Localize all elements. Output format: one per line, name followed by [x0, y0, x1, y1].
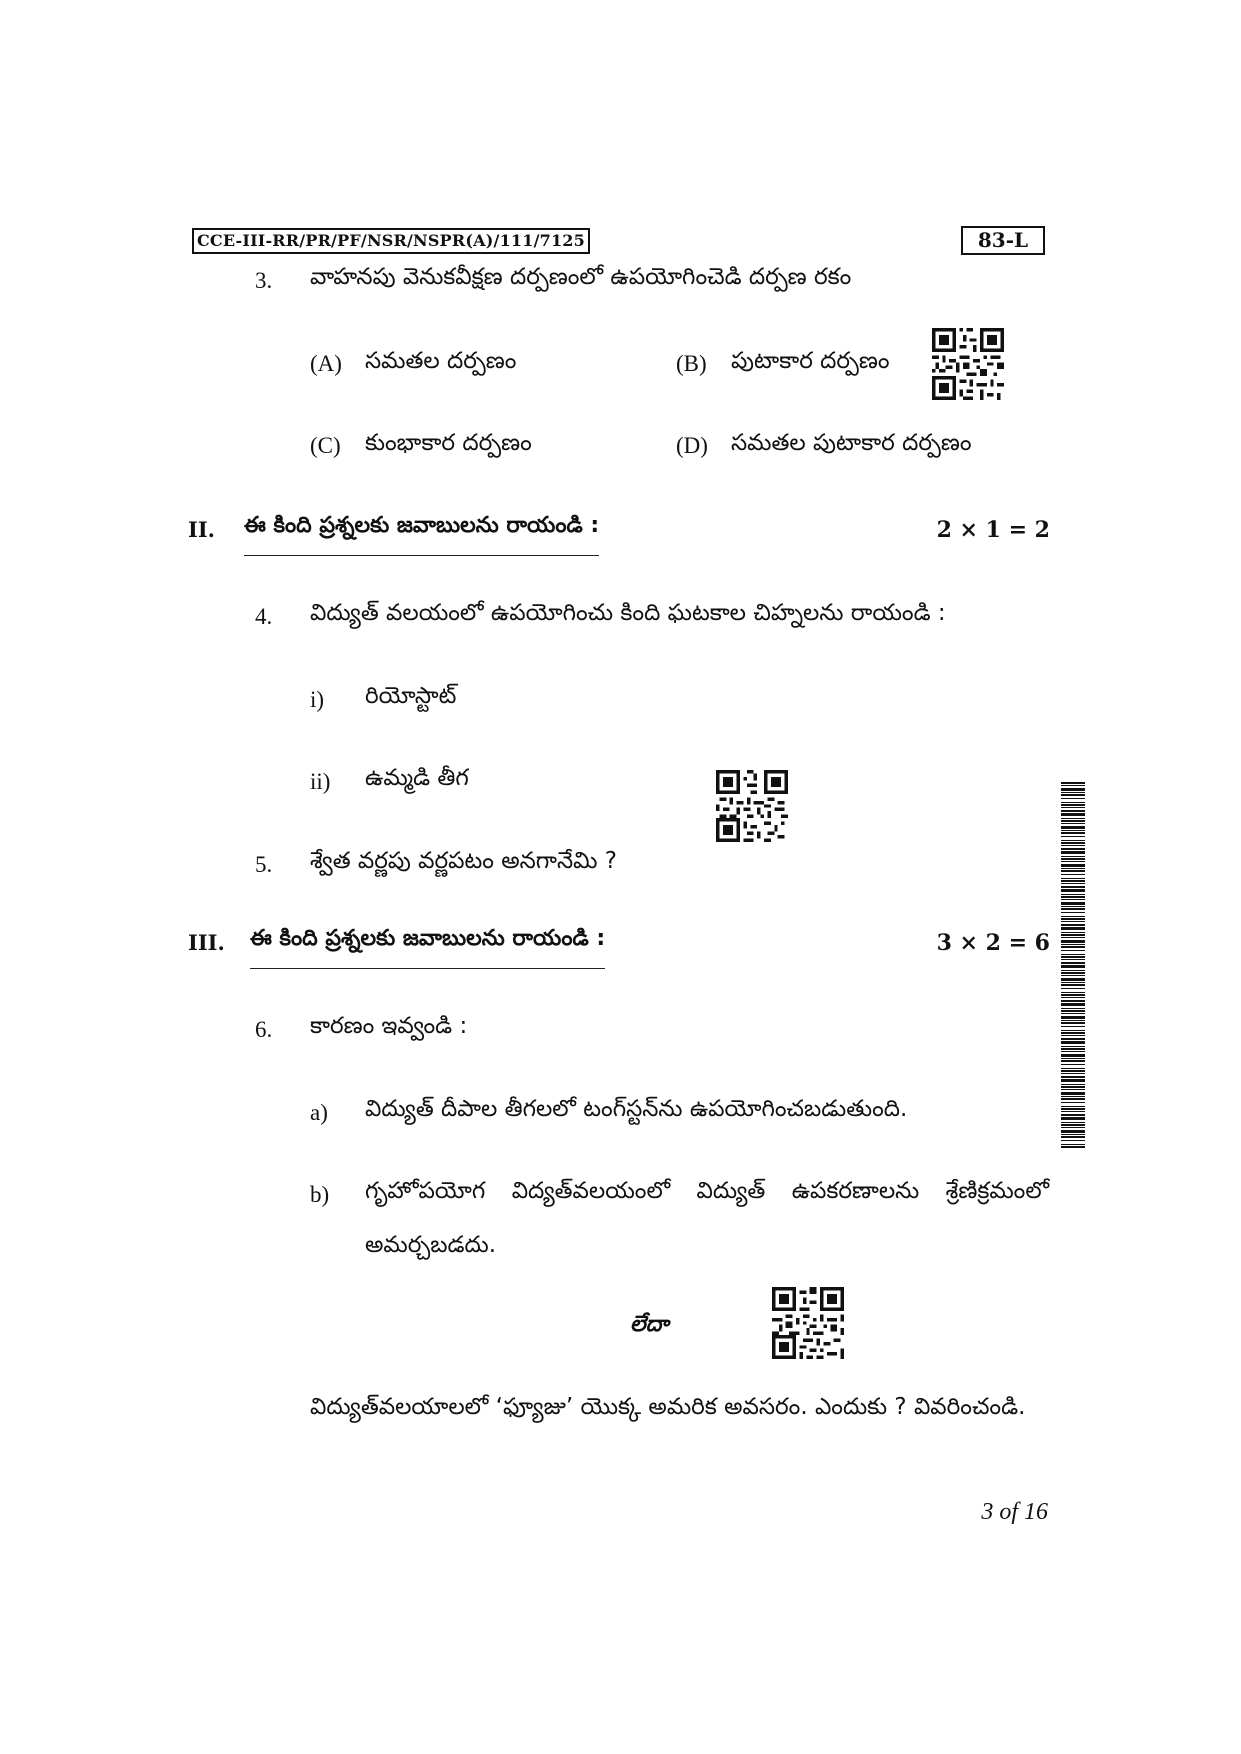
q6-item-a-text: విద్యుత్ దీపాల తీగలలో టంగ్‌స్టన్‌ను ఉపయోగించబడుతుంది. [365, 1096, 908, 1122]
section-2-heading: ఈ కింది ప్రశ్నలకు జవాబులను రాయండి : [244, 513, 599, 556]
paper-code: CCE-III-RR/PR/PF/NSR/NSPR(A)/111/7125 [192, 228, 590, 254]
barcode-icon [1061, 782, 1085, 1148]
section-2-numeral: II. [188, 517, 215, 542]
q3-option-b-text: పుటాకార దర్పణం [731, 348, 890, 374]
q6-item-a-label: a) [310, 1100, 328, 1125]
qr-code-icon [716, 770, 788, 842]
q4-item-i-label: i) [310, 687, 325, 712]
section-3-marks: 3 × 2 = 6 [936, 930, 1050, 956]
q5-number: 5. [255, 852, 273, 877]
q6-number: 6. [255, 1017, 273, 1042]
qr-code-icon [772, 1287, 844, 1359]
section-2-marks: 2 × 1 = 2 [936, 517, 1050, 543]
q4-item-i-text: రియోస్టాట్ [365, 683, 457, 709]
q4-text: విద్యుత్ వలయంలో ఉపయోగించు కింది ఘటకాల చిహ్నలను రాయండి : [310, 600, 946, 626]
q4-item-ii-label: ii) [310, 769, 331, 794]
q3-text: వాహనపు వెనుకవీక్షణ దర్పణంలో ఉపయోగించెడి దర్పణ రకం [310, 264, 852, 290]
qr-code-icon [932, 328, 1004, 400]
q3-option-a-text: సమతల దర్పణం [365, 348, 517, 374]
q3-option-b-label: (B) [676, 351, 707, 376]
q4-item-ii-text: ఉమ్మడి తీగ [365, 765, 469, 791]
page-number: 3 of 16 [981, 1499, 1048, 1525]
q3-option-a-label: (A) [310, 351, 342, 376]
section-3-heading: ఈ కింది ప్రశ్నలకు జవాబులను రాయండి : [250, 926, 605, 969]
q6-text: కారణం ఇవ్వండి : [310, 1013, 468, 1039]
q3-option-d-text: సమతల పుటాకార దర్పణం [731, 430, 972, 456]
q3-option-d-label: (D) [676, 433, 708, 458]
set-code: 83-L [961, 226, 1045, 255]
q6-alternative-text: విద్యుత్‌వలయాలలో ‘ఫ్యూజు’ యొక్క అమరిక అవసరం. ఎందుకు ? వివరించండి. [310, 1394, 1026, 1420]
q5-text: శ్వేత వర్ణపు వర్ణపటం అనగానేమి ? [310, 848, 617, 874]
q3-option-c-label: (C) [310, 433, 341, 458]
or-label: లేదా [630, 1312, 669, 1337]
q6-item-b-text-line1: గృహోపయోగ విద్యత్‌వలయంలో విద్యుత్ ఉపకరణాలను శ్రేణిక్రమంలో [365, 1178, 1049, 1204]
section-3-numeral: III. [188, 930, 225, 955]
q6-item-b-label: b) [310, 1182, 330, 1207]
q6-item-b-text-line2: అమర్చబడదు. [365, 1232, 497, 1258]
q3-number: 3. [255, 268, 273, 293]
q3-option-c-text: కుంభాకార దర్పణం [365, 430, 532, 456]
q4-number: 4. [255, 604, 273, 629]
